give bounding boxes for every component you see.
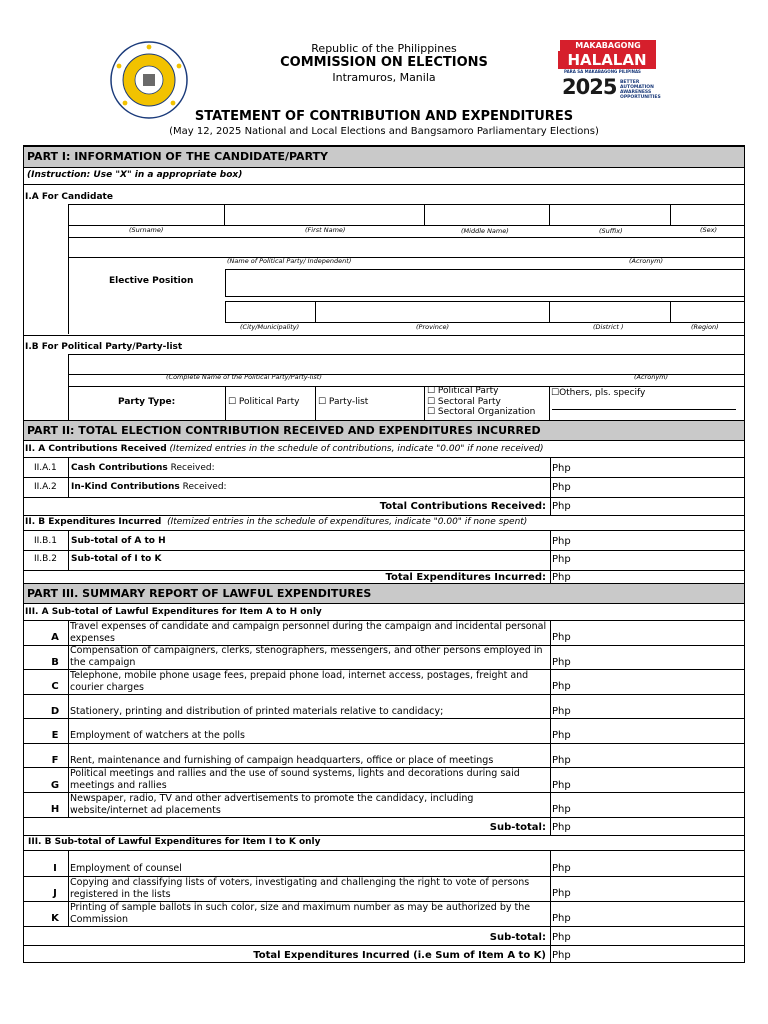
item-c-letter: C — [51, 681, 59, 692]
item-i-letter: I — [53, 863, 57, 874]
logo-tagline: PARA SA MAKABAGONG PILIPINAS — [564, 69, 641, 74]
total-expenditures-php[interactable]: Php — [552, 572, 571, 583]
item-f-text: Rent, maintenance and furnishing of campaign headquarters, office or place of meetings — [70, 755, 494, 766]
caption-province: (Province) — [416, 323, 449, 331]
item-e-letter: E — [51, 730, 59, 741]
form-title: STATEMENT OF CONTRIBUTION AND EXPENDITURES — [194, 109, 574, 124]
party-type-label: Party Type: — [118, 397, 176, 407]
iia1-bold: Cash Contributions — [71, 463, 168, 473]
iia1-php[interactable]: Php — [552, 463, 571, 474]
iiib-subtotal-label: Sub-total: — [489, 932, 546, 943]
item-b-text: Compensation of campaigners, clerks, stenographers, messengers, and other persons employed in the campaign — [70, 645, 543, 668]
part2-heading: PART II: TOTAL ELECTION CONTRIBUTION RECEIVED AND EXPENDITURES INCURRED — [24, 420, 744, 441]
first-name-field[interactable] — [224, 204, 425, 226]
region-field[interactable] — [670, 301, 745, 323]
item-c-php[interactable]: Php — [552, 681, 571, 692]
logo-side3: AWARENESS — [620, 90, 652, 95]
logo-side1: BETTER — [620, 80, 640, 85]
item-c-text: Telephone, mobile phone usage fees, prepaid phone load, internet access, postages, freight and courier charges — [70, 670, 529, 693]
logo-side4: OPPORTUNITIES — [620, 95, 661, 100]
caption-party-acronym: (Acronym) — [634, 373, 669, 381]
iia1-rest: Received: — [167, 463, 215, 473]
iib-note: (Itemized entries in the schedule of expenditures, indicate "0.00" if none spent) — [167, 517, 528, 527]
caption-surname: (Surname) — [129, 226, 164, 234]
item-i-text: Employment of counsel — [70, 863, 182, 874]
others-specify-line[interactable] — [552, 409, 736, 410]
item-h-php[interactable]: Php — [552, 804, 571, 815]
item-a-text: Travel expenses of candidate and campaign personnel during the campaign and incidental personal expenses — [70, 621, 547, 644]
option-sectoral-organization[interactable]: ☐ Sectoral Organization — [427, 407, 536, 417]
iib1-code: II.B.1 — [34, 536, 57, 546]
republic-line: Republic of the Philippines — [311, 42, 457, 55]
item-g-text: Political meetings and rallies and the use of sound systems, lights and decorations during said meetings and rallies — [70, 768, 520, 791]
logo-line2: HALALAN — [558, 51, 656, 69]
suffix-field[interactable] — [549, 204, 671, 226]
comelec-seal — [110, 41, 188, 119]
iiia-subtotal-php[interactable]: Php — [552, 822, 571, 833]
item-g-letter: G — [50, 780, 60, 791]
total-contributions-php[interactable]: Php — [552, 501, 571, 512]
middle-name-field[interactable] — [424, 204, 550, 226]
ib-label: I.B For Political Party/Party-list — [25, 342, 183, 352]
caption-middle-name: (Middle Name) — [461, 227, 509, 235]
ia-label: I.A For Candidate — [25, 192, 113, 202]
statement-form — [23, 145, 745, 963]
grand-total-php[interactable]: Php — [552, 950, 571, 961]
item-e-php[interactable]: Php — [552, 730, 571, 741]
iia-note: (Itemized entries in the schedule of contributions, indicate "0.00" if none received) — [169, 444, 544, 454]
candidate-party-field[interactable] — [68, 237, 745, 258]
iib2-label: Sub-total of I to K — [71, 554, 162, 564]
item-f-php[interactable]: Php — [552, 755, 571, 766]
grand-total-label: Total Expenditures Incurred (i.e Sum of Item A to K) — [253, 950, 546, 961]
option-political-party[interactable]: ☐ Political Party — [228, 397, 300, 407]
option-sectoral-party[interactable]: ☐ Sectoral Party — [427, 397, 501, 407]
caption-party-name: (Name of Political Party/ Independent) — [227, 257, 352, 265]
surname-field[interactable] — [68, 204, 225, 226]
iia-label: II. A Contributions Received — [25, 444, 167, 454]
logo-line1: MAKABAGONG — [560, 40, 656, 52]
caption-city: (City/Municipality) — [240, 323, 300, 331]
item-a-php[interactable]: Php — [552, 632, 571, 643]
caption-first-name: (First Name) — [305, 226, 346, 234]
district-field[interactable] — [549, 301, 671, 323]
iia2-php[interactable]: Php — [552, 482, 571, 493]
caption-candidate-acronym: (Acronym) — [629, 257, 664, 265]
caption-district: (District ) — [593, 323, 624, 331]
item-b-letter: B — [51, 657, 59, 668]
item-j-text: Copying and classifying lists of voters, investigating and challenging the right to vote of persons registered in the lists — [70, 877, 530, 900]
iib-label: II. B Expenditures Incurred — [25, 517, 162, 527]
item-d-php[interactable]: Php — [552, 706, 571, 717]
item-f-letter: F — [51, 755, 59, 766]
logo-side2: AUTOMATION — [620, 85, 654, 90]
iiib-label: III. B Sub-total of Lawful Expenditures for Item I to K only — [28, 837, 321, 847]
item-d-letter: D — [50, 706, 60, 717]
iia2-rest: Received: — [179, 482, 227, 492]
total-expenditures-label: Total Expenditures Incurred: — [385, 572, 546, 583]
item-e-text: Employment of watchers at the polls — [70, 730, 245, 741]
iiia-subtotal-label: Sub-total: — [489, 822, 546, 833]
item-k-text: Printing of sample ballots in such color, size and maximum number as may be authorized by the Commission — [70, 902, 531, 925]
makabagong-halalan-2025-logo — [558, 38, 661, 102]
item-h-letter: H — [50, 804, 60, 815]
part1-heading: PART I: INFORMATION OF THE CANDIDATE/PARTY — [24, 146, 744, 168]
city-field[interactable] — [225, 301, 316, 323]
item-h-text: Newspaper, radio, TV and other advertisements to promote the candidacy, including website/internet ad placements — [70, 793, 474, 816]
item-i-php[interactable]: Php — [552, 863, 571, 874]
iia1-code: II.A.1 — [34, 463, 57, 473]
option-political-party-2[interactable]: ☐ Political Party — [427, 386, 499, 396]
agency-name: COMMISSION ON ELECTIONS — [280, 55, 488, 70]
party-name-field[interactable] — [68, 354, 745, 375]
province-field[interactable] — [315, 301, 550, 323]
sex-field[interactable] — [670, 204, 745, 226]
caption-sex: (Sex) — [700, 226, 718, 234]
iia2-bold: In-Kind Contributions — [71, 482, 180, 492]
form-subtitle: (May 12, 2025 National and Local Elections and Bangsamoro Parliamentary Elections) — [169, 126, 599, 137]
iia2-code: II.A.2 — [34, 482, 57, 492]
part1-instruction: (Instruction: Use "X" in a appropriate box) — [27, 170, 243, 180]
item-k-php[interactable]: Php — [552, 913, 571, 924]
iiia-label: III. A Sub-total of Lawful Expenditures for Item A to H only — [25, 607, 322, 617]
item-j-php[interactable]: Php — [552, 888, 571, 899]
iib1-php[interactable]: Php — [552, 536, 571, 547]
item-a-letter: A — [51, 632, 59, 643]
caption-party-full-name: (Complete Name of the Political Party/Party-list) — [166, 373, 322, 381]
total-contributions-label: Total Contributions Received: — [379, 501, 546, 512]
item-d-text: Stationery, printing and distribution of printed materials relative to candidacy; — [70, 706, 444, 717]
iib1-label: Sub-total of A to H — [71, 536, 166, 546]
caption-suffix: (Suffix) — [599, 227, 623, 235]
item-b-php[interactable]: Php — [552, 657, 571, 668]
elective-position-field[interactable] — [225, 269, 745, 297]
agency-location: Intramuros, Manila — [332, 71, 436, 84]
iib2-php[interactable]: Php — [552, 554, 571, 565]
iib2-code: II.B.2 — [34, 554, 57, 564]
iiib-subtotal-php[interactable]: Php — [552, 932, 571, 943]
item-j-letter: J — [53, 888, 57, 899]
part3-heading: PART III. SUMMARY REPORT OF LAWFUL EXPENDITURES — [24, 583, 744, 604]
item-k-letter: K — [51, 913, 59, 924]
elective-position-label: Elective Position — [109, 276, 194, 286]
logo-year: 2025 — [562, 75, 617, 99]
option-party-list[interactable]: ☐ Party-list — [318, 397, 369, 407]
caption-region: (Region) — [691, 323, 719, 331]
option-others[interactable]: ☐Others, pls. specify — [551, 388, 646, 398]
item-g-php[interactable]: Php — [552, 780, 571, 791]
